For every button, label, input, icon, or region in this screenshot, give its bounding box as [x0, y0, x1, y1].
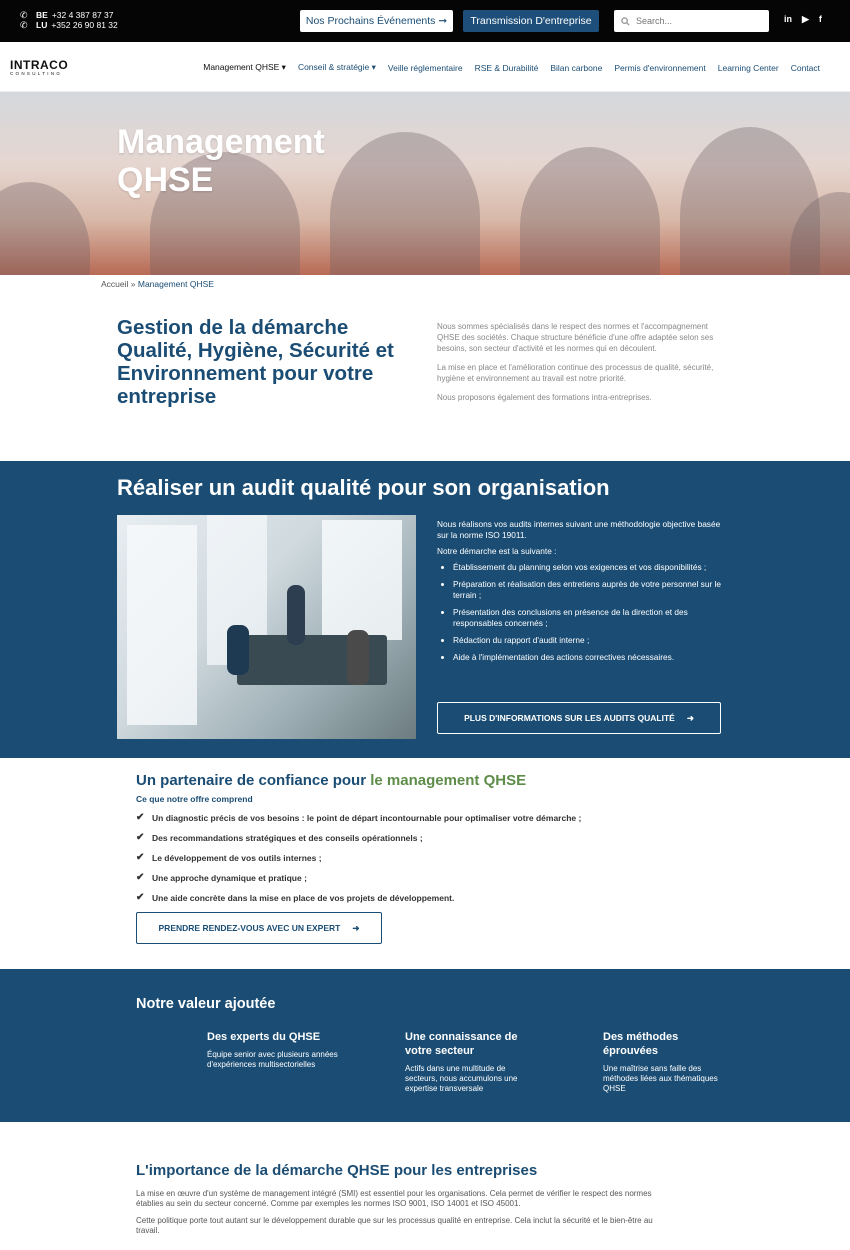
list-item-text: Une approche dynamique et pratique ; — [152, 872, 307, 883]
list-item: • Rédaction du rapport d'audit interne ; — [453, 635, 727, 646]
list-item: • Établissement du planning selon vos exigences et vos disponibilités ; — [453, 562, 727, 573]
audit-info-button[interactable] — [437, 702, 721, 734]
nav-item-permis[interactable]: Permis d'environnement — [614, 62, 706, 73]
phone-be[interactable]: +32 4 387 87 37 — [51, 10, 114, 20]
partner-list — [136, 812, 736, 903]
value-section — [0, 969, 850, 1122]
list-item — [136, 812, 736, 823]
check-icon: ✔ — [136, 832, 145, 843]
value-title: Des experts du QHSE — [207, 1031, 321, 1043]
list-item: • Aide à l'implémentation des actions correctives nécessaires. — [453, 652, 727, 663]
nav-item-bilan[interactable]: Bilan carbone — [550, 62, 603, 73]
partner-heading — [136, 772, 736, 789]
check-icon: ✔ — [136, 892, 145, 903]
phone-icon: ✆ — [20, 10, 28, 20]
partner-subheading: Ce que notre offre comprend — [136, 794, 253, 804]
partner-heading-b: le management QHSE — [370, 772, 527, 789]
value-column — [603, 1030, 723, 1094]
audit-paragraph: Nous réalisons vos audits internes suivant une méthodologie objective basée sur la norme ISO 19011. — [437, 519, 721, 540]
phone-numbers — [20, 10, 118, 30]
partner-heading-a: Un partenaire de confiance pour — [136, 772, 371, 789]
phone-be-label: BE — [36, 10, 48, 20]
breadcrumb-home[interactable]: Accueil — [101, 279, 129, 289]
search-input[interactable] — [636, 16, 756, 26]
importance-heading: L'importance de la démarche QHSE pour les entreprises — [136, 1162, 538, 1179]
nav-item-contact[interactable]: Contact — [790, 62, 820, 73]
transmission-button[interactable]: Transmission D'entreprise — [463, 10, 599, 32]
check-icon: ✔ — [136, 812, 145, 823]
audit-info-label: PLUS D'INFORMATIONS SUR LES AUDITS QUALITÉ — [464, 713, 675, 723]
breadcrumb-separator: » — [128, 279, 138, 289]
breadcrumb — [101, 279, 214, 289]
hero-title: Management QHSE — [117, 123, 325, 199]
top-bar — [0, 0, 850, 42]
arrow-right-icon: ➜ — [352, 922, 360, 933]
value-title: Une connaissance de votre secteur — [405, 1031, 518, 1057]
list-item-text: Une aide concrète dans la mise en place de vos projets de développement. — [152, 892, 455, 903]
list-item-text: Le développement de vos outils internes ; — [152, 852, 322, 863]
list-item-text: Des recommandations stratégiques et des conseils opérationnels ; — [152, 832, 423, 843]
check-icon: ✔ — [136, 852, 145, 863]
audit-heading: Réaliser un audit qualité pour son organisation — [117, 475, 610, 500]
breadcrumb-current: Management QHSE — [137, 279, 214, 289]
nav-item-conseil[interactable]: Conseil & stratégie ▾ — [297, 62, 376, 72]
search-icon — [621, 17, 630, 26]
value-heading: Notre valeur ajoutée — [136, 996, 276, 1012]
nav-item-rse[interactable]: RSE & Durabilité — [474, 62, 539, 73]
arrow-right-icon: ➜ — [686, 712, 694, 723]
value-column — [405, 1030, 530, 1094]
intro-paragraph: Nous proposons également des formations intra-entreprises. — [437, 393, 652, 402]
logo[interactable] — [10, 58, 68, 76]
events-button[interactable]: Nos Prochains Événements ➞ — [300, 10, 453, 32]
meeting-photo — [117, 515, 416, 739]
nav-item-veille[interactable]: Veille réglementaire — [387, 62, 463, 73]
list-item — [136, 892, 736, 903]
nav-item-learning[interactable]: Learning Center — [717, 62, 779, 73]
list-item — [136, 832, 736, 843]
list-item — [136, 852, 736, 863]
expert-appointment-label: PRENDRE RENDEZ-VOUS AVEC UN EXPERT — [158, 923, 341, 933]
importance-paragraph: Cette politique porte tout autant sur le développement durable que sur les processus qualité en entreprise. Cela inclut la sécurité et le bien-être au travail. — [136, 1216, 653, 1235]
expert-appointment-button[interactable] — [136, 912, 382, 944]
importance-section — [136, 1162, 736, 1236]
value-column — [207, 1030, 347, 1070]
logo-tagline: CONSULTING — [10, 71, 63, 76]
hero-banner — [0, 92, 850, 275]
partner-section — [136, 772, 736, 944]
value-text: Équipe senior avec plusieurs années d'expériences multisectorielles — [207, 1050, 338, 1069]
logo-name: INTRACO — [10, 58, 69, 72]
nav-item-management-qhse[interactable]: Management QHSE ▾ — [203, 62, 286, 72]
value-title: Des méthodes éprouvées — [603, 1031, 679, 1057]
list-item-text: Un diagnostic précis de vos besoins : le point de départ incontournable pour optimaliser votre démarche ; — [152, 812, 582, 823]
check-icon: ✔ — [136, 872, 145, 883]
list-item: • Présentation des conclusions en présence de la direction et des responsables concernés ; — [453, 607, 727, 629]
value-text: Actifs dans une multitude de secteurs, nous accumulons une expertise transversale — [405, 1064, 518, 1093]
importance-paragraph: La mise en œuvre d'un système de management intégré (SMI) est essentiel pour les organisations. Cela permet de vérifier le respect des normes établies au sein du secteur concerné. Comme par exemples les normes ISO 9001, ISO 14001 et ISO 45001. — [136, 1189, 652, 1208]
nav-menu — [203, 62, 820, 73]
linkedin-icon[interactable]: in — [784, 14, 792, 24]
search-box[interactable] — [614, 10, 769, 32]
audit-steps — [453, 562, 727, 663]
list-item — [136, 872, 736, 883]
audit-section — [0, 461, 850, 758]
intro-heading: Gestion de la démarche Qualité, Hygiène, Sécurité et Environnement pour votre entreprise — [117, 316, 394, 408]
audit-text — [437, 519, 727, 669]
phone-icon: ✆ — [20, 20, 28, 30]
social-links — [784, 14, 822, 25]
phone-lu[interactable]: +352 26 90 81 32 — [51, 20, 118, 30]
intro-paragraph: La mise en place et l'amélioration continue des processus de qualité, sécurité, hygiène et environnement au travail est notre priorité. — [437, 363, 714, 383]
intro-text — [437, 321, 727, 411]
phone-lu-label: LU — [36, 20, 48, 30]
intro-paragraph: Nous sommes spécialisés dans le respect des normes et l'accompagnement QHSE des sociétés. Chaque structure bénéficie d'une offre adaptée selon ses besoins, son secteur d'activité et les normes qui en découlent. — [437, 322, 714, 353]
value-text: Une maîtrise sans faille des méthodes liées aux thématiques QHSE — [603, 1064, 718, 1093]
audit-paragraph: Notre démarche est la suivante : — [437, 546, 557, 556]
facebook-icon[interactable]: f — [818, 14, 822, 24]
list-item: • Préparation et réalisation des entretiens auprès de votre personnel sur le terrain ; — [453, 579, 727, 601]
youtube-icon[interactable]: ▶ — [802, 14, 809, 24]
